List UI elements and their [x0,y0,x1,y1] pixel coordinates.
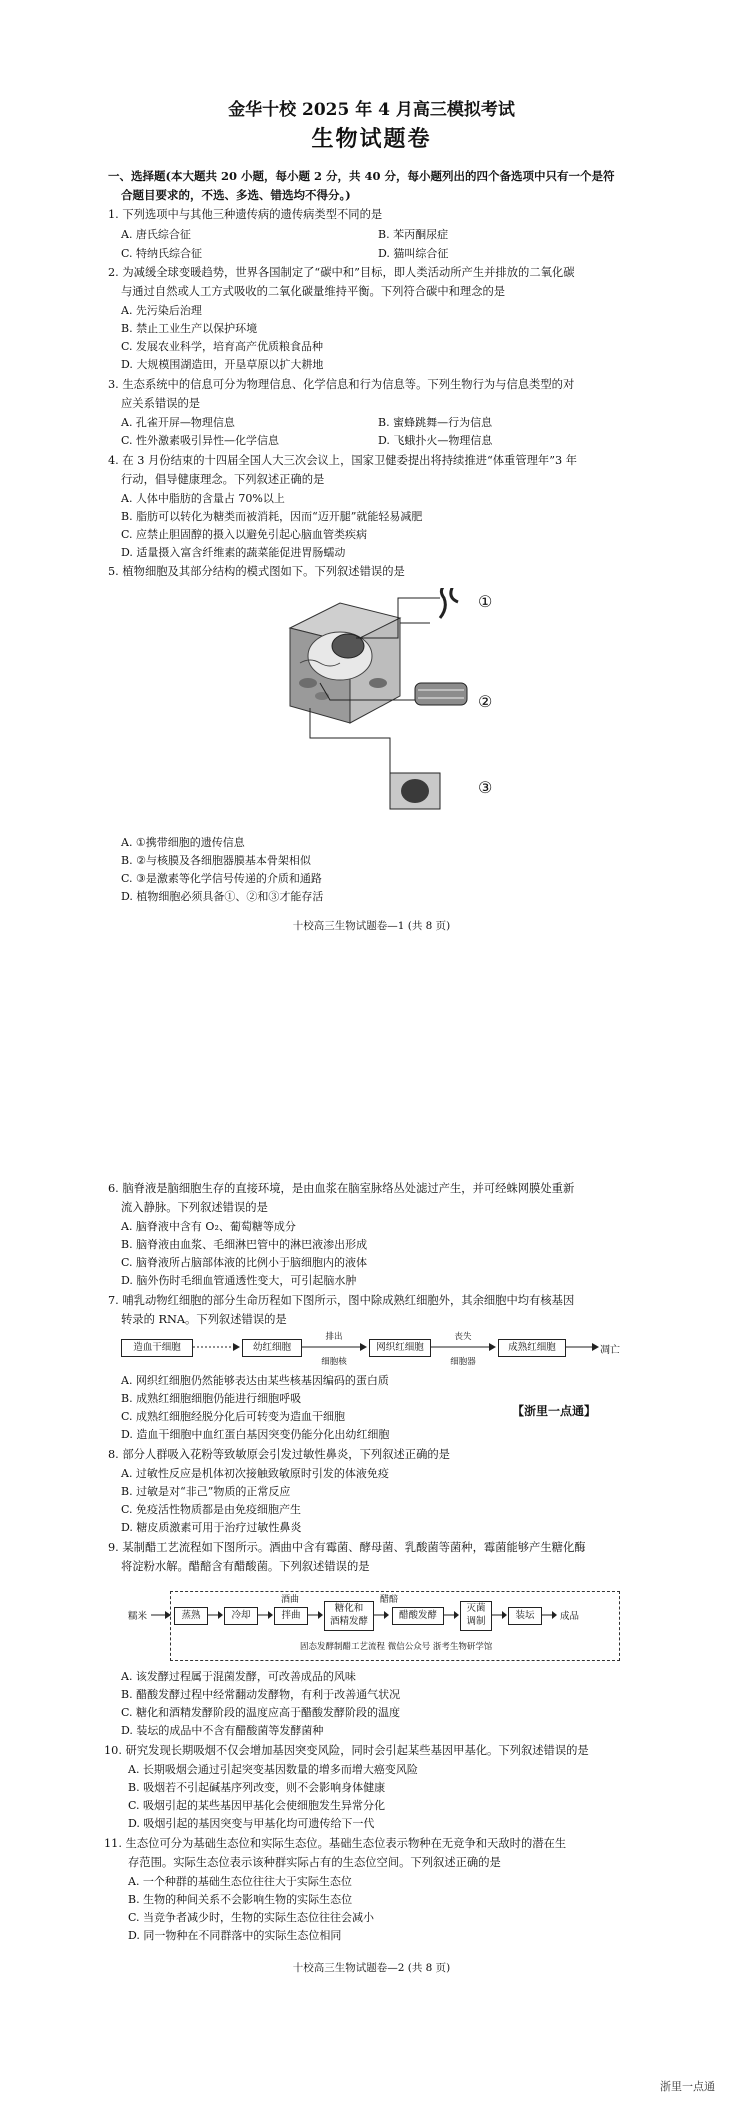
flow-label-organelle: 细胞器 [450,1357,476,1367]
page-2 [0,1160,743,2102]
process-arrow-2 [256,1608,274,1622]
step-steam: 蒸熟 [174,1607,208,1625]
q4-stem-1: 4. 在 3 月份结束的十四届全国人大三次会议上，国家卫健委提出将持续推进“体重管理年”3 年 [108,454,578,467]
q8-stem: 8. 部分人群吸入花粉等致敏原会引发过敏性鼻炎，下列叙述正确的是 [108,1448,450,1461]
q7-option-a: A. 网织红细胞仍然能够表达由某些核基因编码的蛋白质 [121,1374,389,1387]
page-2-footer: 十校高三生物试题卷—2 (共 8 页) [292,1962,451,1974]
process-arrow-in [150,1608,172,1622]
q1-option-d: D. 猫叫综合征 [378,247,449,260]
step-saccharify-line1: 糖化和 [334,1603,364,1614]
q5-option-a: A. ①携带细胞的遗传信息 [121,836,245,849]
q11-stem-2: 存范围。实际生态位表示该种群实际占有的生态位空间。下列叙述正确的是 [128,1856,501,1869]
input-vinegar-mash: 醋醅 [379,1595,398,1605]
process-start: 糯米 [128,1611,148,1622]
input-koji: 酒曲 [280,1595,299,1605]
q5-option-b: B. ②与核膜及各细胞器膜基本骨架相似 [121,854,311,867]
q5-option-d: D. 植物细胞必须具备①、②和③才能存活 [121,890,324,903]
q6-option-d: D. 脑外伤时毛细血管通透性变大，可引起脑水肿 [121,1274,357,1287]
step-cool: 冷却 [224,1607,258,1625]
q9-option-a: A. 该发酵过程属于混菌发酵，可改善成品的风味 [121,1670,356,1683]
flow-arrow-1 [300,1340,368,1354]
q8-option-a: A. 过敏性反应是机体初次接触致敏原时引发的体液免疫 [121,1467,389,1480]
q8-option-b: B. 过敏是对“非己”物质的正常反应 [121,1485,291,1498]
label-1: ① [478,592,493,611]
step-sterilize-line2: 调制 [466,1616,486,1627]
flow-label-nucleus: 细胞核 [321,1357,347,1367]
process-end: 成品 [560,1611,580,1622]
q6-stem-1: 6. 脑脊液是脑细胞生存的直接环境，是由血浆在脑室脉络丛处滤过产生，并可经蛛网膜处重新 [108,1182,575,1195]
flow-label-lose: 丧失 [454,1332,472,1342]
flow-arrow-dotted [191,1340,241,1354]
q3-stem-2: 应关系错误的是 [121,397,201,410]
flow-label-remove: 排出 [325,1332,343,1342]
q7-option-d: D. 造血干细胞中血红蛋白基因突变仍能分化出幼红细胞 [121,1428,390,1441]
paper-subtitle: 生物试题卷 [311,126,432,152]
q2-option-b: B. 禁止工业生产以保护环境 [121,322,258,335]
plant-cell-diagram [290,603,400,723]
flow-mature-rbc: 成熟红细胞 [498,1339,566,1357]
step-sterilize [460,1601,492,1631]
q2-option-d: D. 大规模围湖造田，开垦草原以扩大耕地 [121,358,324,371]
q10-stem: 10. 研究发现长期吸烟不仅会增加基因突变风险，同时会引起某些基因甲基化。下列叙述错误的是 [104,1744,589,1757]
dna-structure-icon [440,588,458,618]
q6-option-b: B. 脑脊液由血浆、毛细淋巴管中的淋巴液渗出形成 [121,1238,368,1251]
q11-option-a: A. 一个种群的基础生态位往往大于实际生态位 [128,1875,352,1888]
process-arrow-1 [206,1608,224,1622]
q4-option-b: B. 脂肪可以转化为糖类而被消耗，因而“迈开腿”就能轻易减肥 [121,510,423,523]
step-acetic: 醋酸发酵 [392,1607,444,1625]
q9-option-c: C. 糖化和酒精发酵阶段的温度应高于醋酸发酵阶段的温度 [121,1706,401,1719]
page-1-footer: 十校高三生物试题卷—1 (共 8 页) [292,920,451,932]
process-arrow-6 [490,1608,508,1622]
q3-stem-1: 3. 生态系统中的信息可分为物理信息、化学信息和行为信息等。下列生物行为与信息类型的对 [108,378,575,391]
q7-option-b: B. 成熟红细胞细胞仍能进行细胞呼吸 [121,1392,302,1405]
flow-erythroblast: 幼红细胞 [242,1339,302,1357]
flow-arrow-3 [564,1340,600,1354]
step-saccharify [324,1601,374,1631]
q10-option-a: A. 长期吸烟会通过引起突变基因数量的增多而增大癌变风险 [128,1763,418,1776]
q3-option-c: C. 性外激素吸引异性—化学信息 [121,434,280,447]
process-arrow-7 [540,1608,558,1622]
q1-stem: 1. 下列选项中与其他三种遗传病的遗传病类型不同的是 [108,208,383,221]
q8-option-d: D. 糖皮质激素可用于治疗过敏性鼻炎 [121,1521,302,1534]
q11-option-c: C. 当竞争者减少时，生物的实际生态位往往会减小 [128,1911,375,1924]
membrane-structure-icon [415,683,467,705]
q9-option-b: B. 醋酸发酵过程中经常翻动发酵物，有利于改善通气状况 [121,1688,401,1701]
q2-option-a: A. 先污染后治理 [121,304,202,317]
q5-stem: 5. 植物细胞及其部分结构的模式图如下。下列叙述错误的是 [108,565,405,578]
step-saccharify-line2: 酒精发酵 [329,1616,368,1627]
q4-option-a: A. 人体中脂肪的含量占 70%以上 [121,492,285,505]
q2-stem-2: 与通过自然或人工方式吸收的二氧化碳量维持平衡。下列符合碳中和理念的是 [121,285,506,298]
q2-stem-1: 2. 为减缓全球变暖趋势，世界各国制定了“碳中和”目标，即人类活动所产生并排放的二氧化碳 [108,266,575,279]
exam-title: 金华十校 2025 年 4 月高三模拟考试 [228,100,515,120]
corner-watermark: 浙里一点通 [660,2080,715,2093]
flow-hsc: 造血干细胞 [121,1339,193,1357]
q10-option-c: C. 吸烟引起的某些基因甲基化会使细胞发生异常分化 [128,1799,386,1812]
q1-option-b: B. 苯丙酮尿症 [378,228,449,241]
process-arrow-5 [442,1608,460,1622]
q4-option-c: C. 应禁止胆固醇的摄入以避免引起心脑血管类疾病 [121,528,368,541]
q7-stem-1: 7. 哺乳动物红细胞的部分生命历程如下图所示，图中除成熟红细胞外，其余细胞中均有核基因 [108,1294,575,1307]
watermark-brand: 【浙里一点通】 [512,1404,597,1418]
q3-option-a: A. 孔雀开屏—物理信息 [121,416,235,429]
section-line-2: 合题目要求的，不选、多选、错选均不得分。) [121,188,351,202]
q10-option-b: B. 吸烟若不引起碱基序列改变，则不会影响身体健康 [128,1781,386,1794]
q11-option-b: B. 生物的种间关系不会影响生物的实际生态位 [128,1893,353,1906]
flow-reticulocyte: 网织红细胞 [369,1339,431,1357]
section-heading [108,167,648,205]
q11-stem-1: 11. 生态位可分为基础生态位和实际生态位。基础生态位表示物种在无竞争和天敌时的潜在生 [104,1837,567,1850]
q4-stem-2: 行动，倡导健康理念。下列叙述正确的是 [121,473,325,486]
flow-apoptosis: 凋亡 [600,1345,620,1356]
q8-option-c: C. 免疫活性物质都是由免疫细胞产生 [121,1503,302,1516]
q5-option-c: C. ③是激素等化学信号传递的介质和通路 [121,872,322,885]
q7-stem-2: 转录的 RNA。下列叙述错误的是 [121,1313,287,1326]
label-2: ② [478,692,493,711]
label-3: ③ [478,778,493,797]
section-line-1: 一、选择题(本大题共 20 小题，每小题 2 分，共 40 分，每小题列出的四个备选项中只有一个是符 [108,169,615,183]
plant-cell-figure [280,588,470,813]
q1-option-c: C. 特纳氏综合征 [121,247,203,260]
q9-stem-1: 9. 某制醋工艺流程如下图所示。酒曲中含有霉菌、酵母菌、乳酸菌等菌种，霉菌能够产生糖化酶 [108,1541,586,1554]
q6-option-c: C. 脑脊液所占脑部体液的比例小于脑细胞内的液体 [121,1256,368,1269]
q1-option-a: A. 唐氏综合征 [121,228,191,241]
q9-option-d: D. 装坛的成品中不含有醋酸菌等发酵菌种 [121,1724,324,1737]
q9-stem-2: 将淀粉水解。醋醅含有醋酸菌。下列叙述错误的是 [121,1560,370,1573]
flow-arrow-2 [429,1340,497,1354]
page-1 [0,0,743,935]
q7-option-c: C. 成熟红细胞经脱分化后可转变为造血干细胞 [121,1410,346,1423]
process-arrow-3 [306,1608,324,1622]
step-sterilize-line1: 灭菌 [466,1603,486,1614]
q6-stem-2: 流入静脉。下列叙述错误的是 [121,1201,268,1214]
q10-option-d: D. 吸烟引起的基因突变与甲基化均可遗传给下一代 [128,1817,375,1830]
q6-option-a: A. 脑脊液中含有 O₂、葡萄糖等成分 [121,1220,296,1233]
step-mix-starter: 拌曲 [274,1607,308,1625]
q3-option-b: B. 蜜蜂跳舞—行为信息 [378,416,493,429]
step-bottle: 装坛 [508,1607,542,1625]
q2-option-c: C. 发展农业科学，培育高产优质粮食品种 [121,340,324,353]
q3-option-d: D. 飞蛾扑火—物理信息 [378,434,493,447]
process-caption: 固态发酵制醋工艺流程 微信公众号 浙考生物研学馆 [300,1642,493,1652]
process-arrow-4 [372,1608,390,1622]
q4-option-d: D. 适量摄入富含纤维素的蔬菜能促进胃肠蠕动 [121,546,346,559]
q11-option-d: D. 同一物种在不同群落中的实际生态位相同 [128,1929,342,1942]
